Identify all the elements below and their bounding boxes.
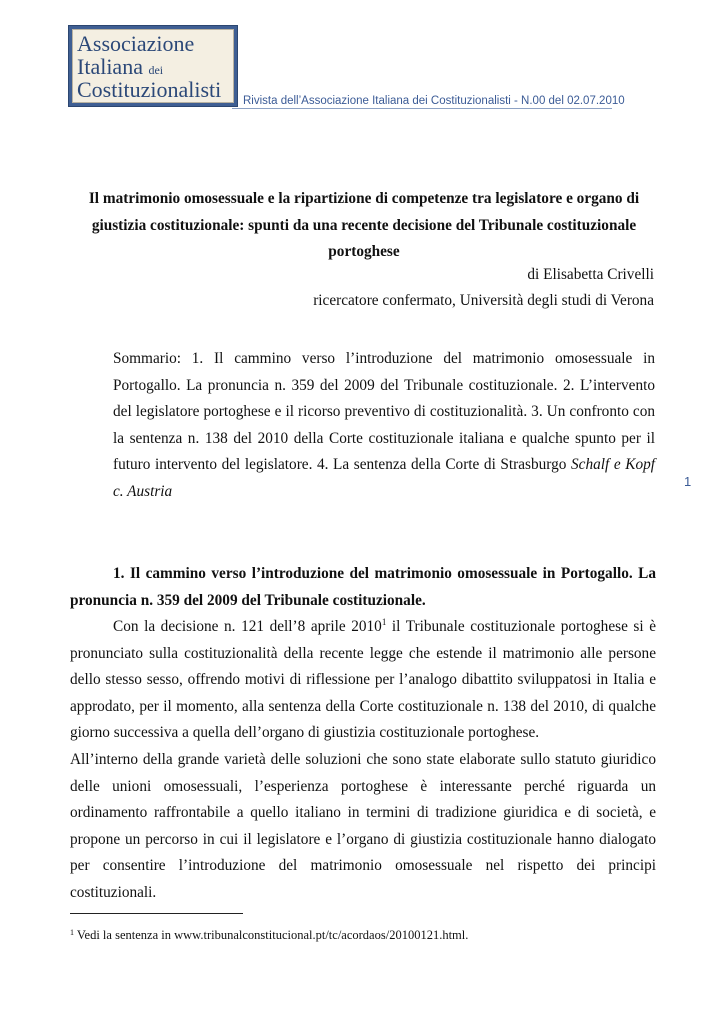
logo-line-2 [77, 56, 233, 78]
journal-header: Rivista dell’Associazione Italiana dei Costituzionalisti - N.00 del 02.07.2010 [243, 95, 625, 107]
footnote-reference[interactable]: 1 [381, 617, 387, 627]
footnote [70, 928, 468, 943]
logo-line-2-small: dei [148, 63, 164, 77]
footnote-text: Vedi la sentenza in www.tribunalconstitucional.pt/tc/acordaos/20100121.html. [74, 928, 469, 942]
author-affiliation: ricercatore confermato, Università degli studi di Verona [313, 292, 654, 309]
paragraph-2: All’interno della grande varietà delle soluzioni che sono state elaborate sullo statuto giuridico delle unioni omosessuali, l’esperienza portoghese è interessante perché riguarda un ordinamento raffrontabile a quello italiano in termini di tradizione giuridica e di società, e propone un percorso in cui il legislatore e l’organo di giustizia costituzionale hanno dialogato per consentire l’introduzione del matrimonio omosessuale nel rispetto dei principi costituzionali. [70, 751, 656, 901]
footnote-separator [70, 913, 243, 914]
article-author: di Elisabetta Crivelli [527, 266, 654, 283]
summary-italic-case: Schalf e Kopf c. Austria [113, 456, 655, 500]
paragraph-1-start: Con la decisione n. 121 dell’8 aprile 2010 [113, 618, 382, 635]
logo-line-2-main: Italiana [77, 54, 143, 79]
paragraph-1 [70, 614, 656, 747]
section-heading: 1. Il cammino verso l’introduzione del matrimonio omosessuale in Portogallo. La pronuncia n. 359 del 2009 del Tribunale costituzionale. [70, 565, 656, 609]
summary [113, 346, 655, 505]
paragraph-1-rest: il Tribunale costituzionale portoghese si è pronunciato sulla costituzionalità della recente legge che estende il matrimonio alle persone dello stesso sesso, offrendo motivi di riflessione per l’analogo dibattito sviluppatosi in Italia e approdato, per il momento, alla sentenza della Corte costituzionale n. 138 del 2010, di qualche giorno successiva a quella dell’organo di giustizia costituzionale portoghese. [70, 618, 656, 741]
footnote-mark: 1 [70, 928, 74, 937]
page-number: 1 [684, 474, 692, 489]
article-title: Il matrimonio omosessuale e la ripartizione di competenze tra legislatore e organo di giustizia costituzionale: spunti da una recente decisione del Tribunale costituzionale portoghese [88, 190, 640, 260]
logo-line-1: Associazione [77, 31, 195, 56]
logo-plate [72, 29, 234, 103]
association-logo [68, 25, 238, 107]
logo-line-3: Costituzionalisti [77, 77, 222, 102]
summary-text: Sommario: 1. Il cammino verso l’introduzione del matrimonio omosessuale in Portogallo. La pronuncia n. 359 del 2009 del Tribunale costituzionale. 2. L’intervento del legislatore portoghese e il ricorso preventivo di costituzionalità. 3. Un confronto con la sentenza n. 138 del 2010 della Corte costituzionale italiana e qualche spunto per il futuro intervento del legislatore. 4. La sentenza della Corte di Strasburgo [113, 350, 655, 473]
